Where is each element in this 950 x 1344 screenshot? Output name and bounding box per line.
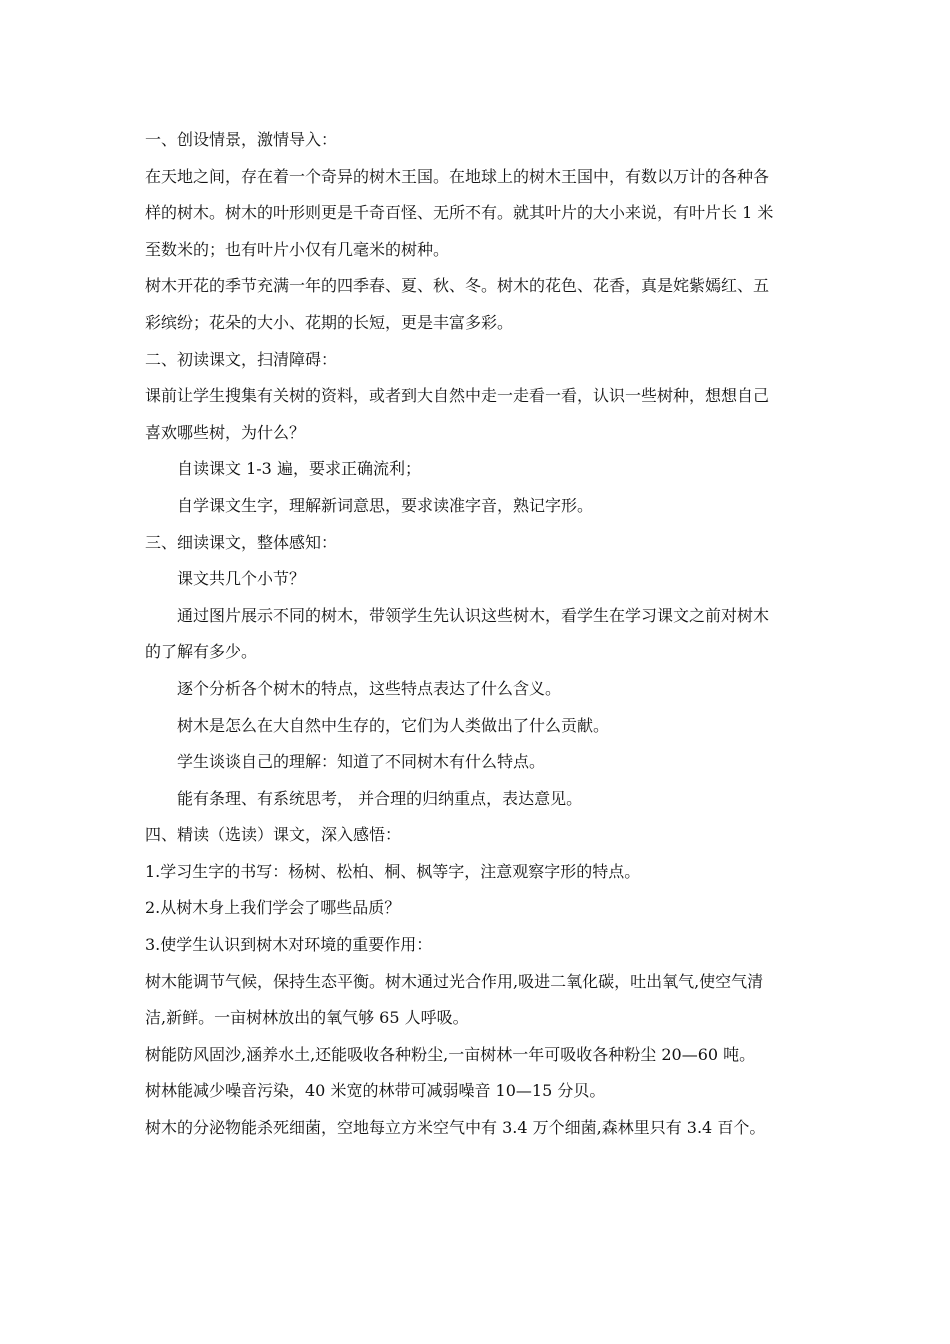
text-line: 学生谈谈自己的理解：知道了不同树木有什么特点。 (177, 752, 546, 772)
text-line: 树木开花的季节充满一年的四季春、夏、秋、冬。树木的花色、花香，真是姹紫嫣红、五 (145, 276, 770, 296)
text-line: 树木能调节气候，保持生态平衡。树木通过光合作用,吸进二氧化碳，吐出氧气,使空气清 (145, 971, 764, 991)
text-line: 2.从树木身上我们学会了哪些品质？ (145, 898, 401, 918)
text-line: 树林能减少噪音污染，40 米宽的林带可减弱噪音 10—15 分贝。 (145, 1081, 606, 1101)
text-line: 二、初读课文，扫清障碍： (145, 349, 338, 369)
text-line: 的了解有多少。 (145, 642, 258, 662)
text-line: 树木的分泌物能杀死细菌，空地每立方米空气中有 3.4 万个细菌,森林里只有 3.4 百个。 (145, 1118, 766, 1138)
text-line: 洁,新鲜。一亩树林放出的氧气够 65 人呼吸。 (145, 1008, 469, 1028)
text-line: 树能防风固沙,涵养水土,还能吸收各种粉尘,一亩树林一年可吸收各种粉尘 20—60 吨。 (145, 1044, 756, 1064)
text-line: 自读课文 1-3 遍，要求正确流利； (177, 459, 421, 479)
text-line: 能有条理、有系统思考， 并合理的归纳重点，表达意见。 (177, 788, 583, 808)
text-line: 至数米的；也有叶片小仅有几毫米的树种。 (145, 239, 450, 259)
text-line: 树木是怎么在大自然中生存的，它们为人类做出了什么贡献。 (177, 715, 610, 735)
text-line: 彩缤纷；花朵的大小、花期的长短，更是丰富多彩。 (145, 312, 514, 332)
text-line: 样的树木。树木的叶形则更是千奇百怪、无所不有。就其叶片的大小来说，有叶片长 1 米 (145, 203, 774, 223)
text-line: 喜欢哪些树，为什么？ (145, 422, 306, 442)
text-line: 课文共几个小节？ (177, 569, 306, 589)
text-line: 四、精读（选读）课文，深入感悟： (145, 825, 402, 845)
text-line: 3.使学生认识到树木对环境的重要作用： (145, 935, 433, 955)
text-line: 自学课文生字，理解新词意思，要求读准字音，熟记字形。 (177, 495, 594, 515)
text-line: 通过图片展示不同的树木，带领学生先认识这些树木，看学生在学习课文之前对树木 (177, 605, 770, 625)
text-line: 课前让学生搜集有关树的资料，或者到大自然中走一走看一看，认识一些树种，想想自己 (145, 386, 770, 406)
document-body (145, 122, 815, 1147)
text-line: 1.学习生字的书写：杨树、松柏、桐、枫等字，注意观察字形的特点。 (145, 861, 641, 881)
text-line: 在天地之间，存在着一个奇异的树木王国。在地球上的树木王国中，有数以万计的各种各 (145, 166, 770, 186)
text-line: 逐个分析各个树木的特点，这些特点表达了什么含义。 (177, 678, 562, 698)
text-line: 一、创设情景，激情导入： (145, 130, 338, 149)
text-line: 三、细读课文，整体感知： (145, 532, 338, 552)
